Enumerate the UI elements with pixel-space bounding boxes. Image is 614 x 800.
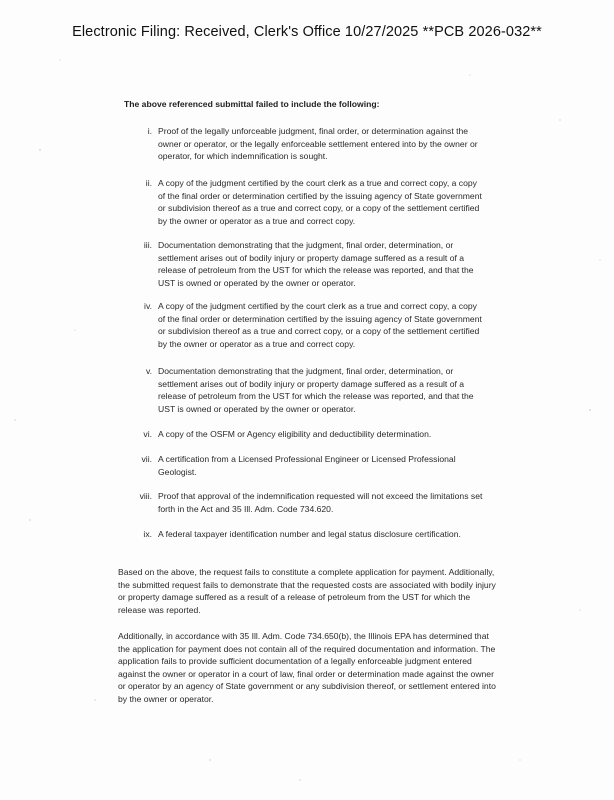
additional-paragraph: Additionally, in accordance with 35 Ill. Adm. Code 734.650(b), the Illinois EPA has determined that the application for payment does not contain all of the required documentation and information. The application fails to provide sufficient documentation of a legally enforceable judgment entered against the owner or operator in a court of law, final order or determination made against the owner or operator by an agency of State government or any subdivision thereof, or settlement entered into by the owner or operator. (118, 631, 496, 704)
list-item-text: Documentation demonstrating that the judgment, final order, determination, or settlement arises out of bodily injury or property damage suffered as a result of a release of petroleum from the UST for which the release was reported, and that the UST is owned or operated by the owner or operator. (158, 366, 474, 414)
list-item-text: A federal taxpayer identification number and legal status disclosure certification. (158, 529, 461, 539)
list-item-text: A certification from a Licensed Professional Engineer or Licensed Professional Geologist. (158, 454, 456, 477)
list-item-text: A copy of the OSFM or Agency eligibility and deductibility determination. (158, 429, 432, 439)
lead-sentence: The above referenced submittal failed to include the following: (124, 99, 380, 109)
list-item-number: i. (147, 126, 152, 136)
list-item-number: ix. (143, 529, 152, 539)
list-item-number: viii. (139, 491, 152, 501)
list-item-text: Documentation demonstrating that the judgment, final order, determination, or settlement arises out of bodily injury or property damage suffered as a result of a release of petroleum from the UST for which the release was reported, and that the UST is owned or operated by the owner or operator. (158, 240, 474, 288)
list-item-number: ii. (145, 178, 152, 188)
list-item-number: vi. (143, 429, 152, 439)
list-item-text: Proof of the legally unforceable judgment, final order, or determination against the owner or operator, or the legally enforceable settlement entered into by the owner or operator, for which indemnification is sought. (158, 126, 478, 162)
conclusion-paragraph: Based on the above, the request fails to constitute a complete application for payment. Additionally, the submitted request fails to demonstrate that the requested costs are associated with bodily injury or property damage suffered as a result of a release of petroleum from the UST for which the release was reported. (118, 567, 496, 615)
list-item-text: Proof that approval of the indemnification requested will not exceed the limitations set forth in the Act and 35 Ill. Adm. Code 734.620. (158, 491, 483, 514)
list-item-number: iv. (144, 301, 152, 311)
list-item-number: v. (145, 366, 152, 376)
list-item-text: A copy of the judgment certified by the court clerk as a true and correct copy, a copy of the final order or determination certified by the issuing agency of State government or subdivision thereof as a true and correct copy, or a copy of the settlement certified by the owner or operator as a true and correct copy. (158, 178, 482, 226)
list-item-number: vii. (141, 454, 152, 464)
list-item-number: iii. (143, 240, 152, 250)
list-item-text: A copy of the judgment certified by the court clerk as a true and correct copy, a copy of the final order or determination certified by the issuing agency of State government or subdivision thereof as a true and correct copy, or a copy of the settlement certified by the owner or operator as a true and correct copy. (158, 301, 482, 349)
filing-stamp-header: Electronic Filing: Received, Clerk's Office 10/27/2025 **PCB 2026-032** (72, 24, 542, 40)
